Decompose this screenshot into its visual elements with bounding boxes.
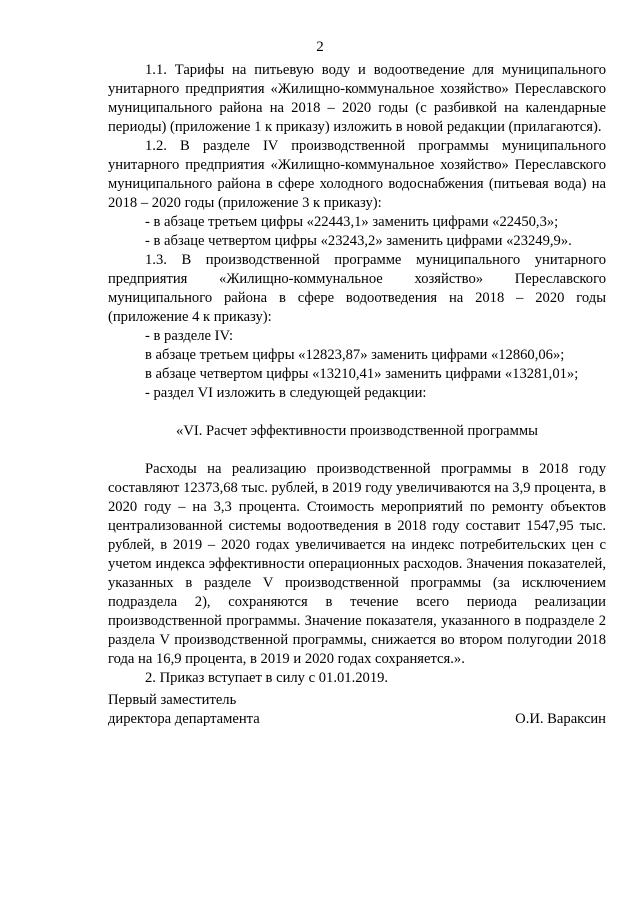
signatory-name: О.И. Вараксин	[515, 711, 606, 727]
paragraph-1-2-item-b: - в абзаце четвертом цифры «23243,2» заменить цифрами «23249,9».	[145, 233, 572, 249]
document-body	[108, 61, 606, 688]
page-number: 2	[316, 39, 324, 55]
paragraph-2: 2. Приказ вступает в силу с 01.01.2019.	[145, 670, 389, 686]
paragraph-1-3-item-b: в абзаце третьем цифры «12823,87» заменить цифрами «12860,06»;	[145, 347, 565, 363]
paragraph-1-3-item-d: - раздел VI изложить в следующей редакции:	[145, 385, 427, 401]
paragraph-1-2-item-a: - в абзаце третьем цифры «22443,1» заменить цифрами «22450,3»;	[145, 214, 559, 230]
paragraph-1-3-item-c: в абзаце четвертом цифры «13210,41» заменить цифрами «13281,01»;	[145, 366, 579, 382]
signature-row	[108, 710, 606, 729]
paragraph-1-1: 1.1. Тарифы на питьевую воду и водоотведение для муниципального унитарного предприятия «Жилищно-коммунальное хозяйство» Переславского муниципального района на 2018 – 2020 годы (с разбивкой на календарные периоды) (приложение 1 к приказу) изложить в новой редакции (прилагаются).	[108, 62, 606, 135]
signature-block	[108, 691, 606, 729]
paragraph-1-3: 1.3. В производственной программе муниципального унитарного предприятия «Жилищно-коммунальное хозяйство» Переславского муниципального района в сфере водоотведения на 2018 – 2020 годы (приложение 4 к приказу):	[108, 252, 606, 325]
signature-title-line1: Первый заместитель	[108, 692, 237, 708]
paragraph-1-3-item-a: - в разделе IV:	[145, 328, 234, 344]
paragraph-expenses: Расходы на реализацию производственной программы в 2018 году составляют 12373,68 тыс. рублей, в 2019 году увеличиваются на 3,9 процента, в 2020 году – на 3,3 процента. Стоимость мероприятий по ремонту объектов централизованной системы водоотведения в 2018 году составит 1547,95 тыс. рублей, в 2019 – 2020 годах увеличивается на индекс потребительских цен с учетом индекса эффективности операционных расходов. Значения показателей, указанных в разделе V производственной программы (за исключением подраздела 2), сохраняются в течение всего периода реализации производственной программы. Значение показателя, указанного в подразделе 2 раздела V производственной программы, снижается во втором полугодии 2018 года на 16,9 процента, в 2019 и 2020 годах сохраняется.».	[108, 461, 606, 667]
section-heading: «VI. Расчет эффективности производственной программы	[176, 423, 538, 439]
paragraph-1-2: 1.2. В разделе IV производственной программы муниципального унитарного предприятия «Жилищно-коммунальное хозяйство» Переславского муниципального района в сфере холодного водоснабжения (питьевая вода) на 2018 – 2020 годы (приложение 3 к приказу):	[108, 138, 606, 211]
signature-title-line2: директора департамента	[108, 711, 260, 727]
